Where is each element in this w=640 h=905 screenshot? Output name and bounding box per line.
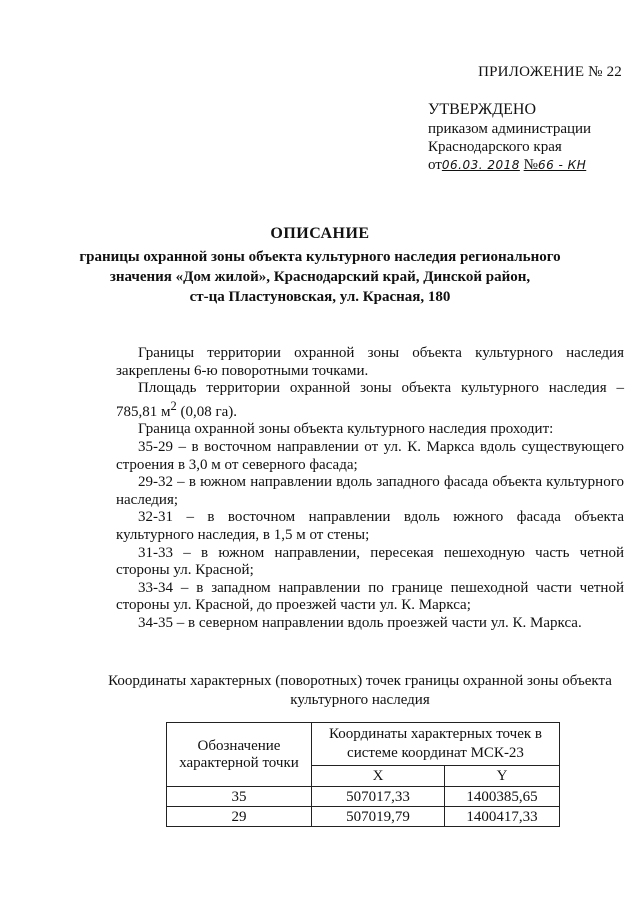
- order-line-1: приказом администрации: [428, 121, 592, 137]
- order-date-handwritten: 06.03. 2018: [441, 158, 520, 172]
- paragraph-segment-32-31: 32-31 – в восточном направлении вдоль южного фасада объекта культурного наследия, в 1,5 м от стены;: [116, 509, 624, 543]
- title-line-2: значения «Дом жилой», Краснодарский край, Динской район,: [109, 269, 531, 285]
- y-column-header: Y: [445, 766, 560, 787]
- point-cell: 29: [167, 807, 312, 827]
- title-heading: ОПИСАНИЕ: [270, 225, 370, 242]
- point-cell: 35: [167, 787, 312, 807]
- coordinates-column-header: Координаты характерных точек в системе координат МСК-23: [312, 723, 560, 766]
- table-row: [167, 807, 560, 827]
- document-title: [60, 225, 580, 307]
- title-line-3: ст-ца Пластуновская, ул. Красная, 180: [189, 289, 451, 305]
- description-body: [116, 345, 624, 633]
- number-prefix: №: [523, 157, 538, 173]
- paragraph-points: Границы территории охранной зоны объекта культурного наследия закреплены 6-ю поворотными точками.: [116, 345, 624, 379]
- paragraph-segment-31-33: 31-33 – в южном направлении, пересекая пешеходную часть четной стороны ул. Красной;: [116, 544, 624, 579]
- paragraph-boundary-intro: Граница охранной зоны объекта культурного наследия проходит:: [138, 421, 554, 438]
- point-column-header: Обозначение характерной точки: [167, 723, 312, 787]
- appendix-number: ПРИЛОЖЕНИЕ № 22: [478, 64, 622, 80]
- y-cell: 1400385,65: [445, 787, 560, 807]
- coordinates-caption: [100, 672, 620, 710]
- x-cell: 507017,33: [312, 787, 445, 807]
- x-column-header: X: [312, 766, 445, 787]
- approved-heading: УТВЕРЖДЕНО: [428, 101, 537, 118]
- y-cell: 1400417,33: [445, 807, 560, 827]
- caption-line-2: культурного наследия: [290, 692, 430, 708]
- order-date-number: [428, 156, 628, 174]
- approval-block: [428, 101, 628, 174]
- date-prefix: от: [428, 157, 442, 173]
- coordinates-table: [166, 722, 560, 827]
- paragraph-segment-33-34: 33-34 – в западном направлении по границе пешеходной части четной стороны ул. Красной, до проезжей части ул. К. Маркса;: [116, 579, 624, 614]
- caption-line-1: Координаты характерных (поворотных) точек границы охранной зоны объекта: [108, 673, 612, 689]
- x-cell: 507019,79: [312, 807, 445, 827]
- table-row: [167, 787, 560, 807]
- paragraph-segment-34-35: 34-35 – в северном направлении вдоль проезжей части ул. К. Маркса.: [138, 614, 582, 631]
- paragraph-segment-35-29: 35-29 – в восточном направлении от ул. К. Маркса вдоль существующего строения в 3,0 м от северного фасада;: [116, 438, 624, 473]
- paragraph-segment-29-32: 29-32 – в южном направлении вдоль западного фасада объекта культурного наследия;: [116, 474, 624, 508]
- order-number-handwritten: 66 - КН: [537, 158, 587, 172]
- paragraph-area: Площадь территории охранной зоны объекта культурного наследия – 785,81 $м^2$ (0,08 га).: [116, 380, 624, 420]
- title-line-1: границы охранной зоны объекта культурного наследия регионального: [79, 249, 561, 265]
- order-line-2: Краснодарского края: [428, 139, 562, 155]
